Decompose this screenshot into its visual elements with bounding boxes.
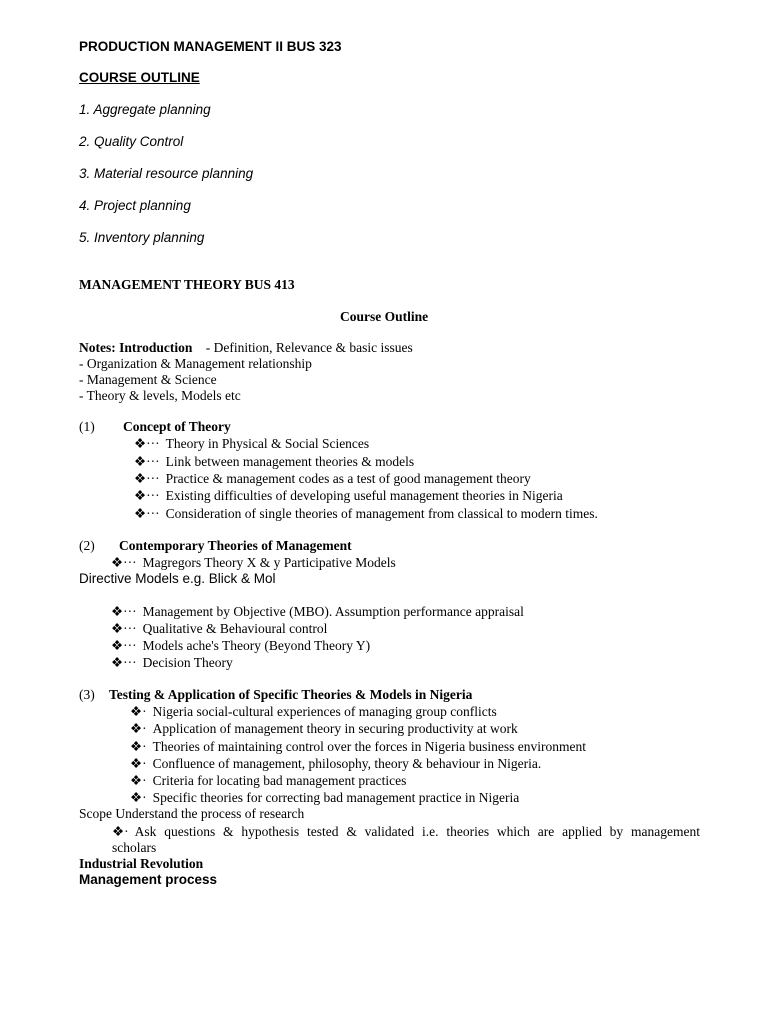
notes-item: - Management & Science [79,372,217,387]
diamond-bullet-icon: ❖··· [134,506,160,521]
diamond-bullet-icon: ❖··· [111,638,137,653]
section3-number: (3) [79,687,95,702]
list-item: ❖··· Management by Objective (MBO). Assumption performance appraisal [111,604,524,619]
diamond-bullet-icon: ❖· [130,739,147,754]
section2-title: Contemporary Theories of Management [119,538,352,553]
list-item: ❖· Specific theories for correcting bad management practice in Nigeria [130,790,520,805]
production-item: 2. Quality Control [79,134,184,149]
management-process-heading: Management process [79,872,218,887]
list-item: ❖· Nigeria social-cultural experiences of managing group conflicts [130,704,497,719]
notes-intro-line [79,341,413,355]
diamond-bullet-icon: ❖· [130,721,147,736]
list-item: ❖··· Qualitative & Behavioural control [111,621,328,636]
directive-models: Directive Models e.g. Blick & Mol [79,571,276,586]
management-outline-heading: Course Outline [340,309,429,324]
industrial-revolution-heading: Industrial Revolution [79,856,204,871]
diamond-bullet-icon: ❖··· [134,488,160,503]
list-item: ❖· Theories of maintaining control over the forces in Nigeria business environment [130,739,586,754]
scope-item-continuation: scholars [112,840,157,855]
section3-title: Testing & Application of Specific Theories & Models in Nigeria [109,687,473,702]
diamond-bullet-icon: ❖··· [111,604,137,619]
list-item: ❖··· Decision Theory [111,655,233,670]
diamond-bullet-icon: ❖··· [111,621,137,636]
diamond-bullet-icon: ❖··· [111,555,137,570]
list-item: ❖··· Link between management theories & models [134,454,415,469]
notes-label: Notes: Introduction [79,340,193,355]
production-item: 1. Aggregate planning [79,102,211,117]
diamond-bullet-icon: ❖· [130,773,147,788]
list-item: ❖··· Practice & management codes as a test of good management theory [134,471,531,486]
production-item: 5. Inventory planning [79,230,205,245]
scope-line: Scope Understand the process of research [79,806,305,821]
notes-text: - Definition, Relevance & basic issues [205,340,413,355]
notes-item: - Organization & Management relationship [79,356,312,371]
diamond-bullet-icon: ❖··· [134,454,160,469]
management-title: MANAGEMENT THEORY BUS 413 [79,277,295,292]
list-item: ❖··· Theory in Physical & Social Sciences [134,436,370,451]
section1-number: (1) [79,419,95,434]
diamond-bullet-icon: ❖··· [134,436,160,451]
production-outline-heading: COURSE OUTLINE [79,70,200,85]
production-item: 3. Material resource planning [79,166,254,181]
section2-number: (2) [79,538,95,553]
list-item: ❖··· Existing difficulties of developing useful management theories in Nigeria [134,488,563,503]
list-item: ❖··· Models ache's Theory (Beyond Theory Y) [111,638,371,653]
diamond-bullet-icon: ❖··· [134,471,160,486]
scope-item: ❖· Ask questions & hypothesis tested & validated i.e. theories which are applied by management [112,824,700,839]
list-item: ❖· Application of management theory in securing productivity at work [130,721,518,736]
production-title: PRODUCTION MANAGEMENT II BUS 323 [79,39,342,54]
diamond-bullet-icon: ❖··· [111,655,137,670]
list-item: ❖· Confluence of management, philosophy, theory & behaviour in Nigeria. [130,756,542,771]
notes-item: - Theory & levels, Models etc [79,388,241,403]
production-item: 4. Project planning [79,198,191,213]
section1-title: Concept of Theory [123,419,231,434]
list-item: ❖· Criteria for locating bad management practices [130,773,407,788]
diamond-bullet-icon: ❖· [130,790,147,805]
diamond-bullet-icon: ❖· [130,704,147,719]
list-item: ❖··· Consideration of single theories of management from classical to modern times. [134,506,598,521]
diamond-bullet-icon: ❖· [112,824,129,839]
diamond-bullet-icon: ❖· [130,756,147,771]
list-item: ❖··· Magregors Theory X & y Participative Models [111,555,396,570]
